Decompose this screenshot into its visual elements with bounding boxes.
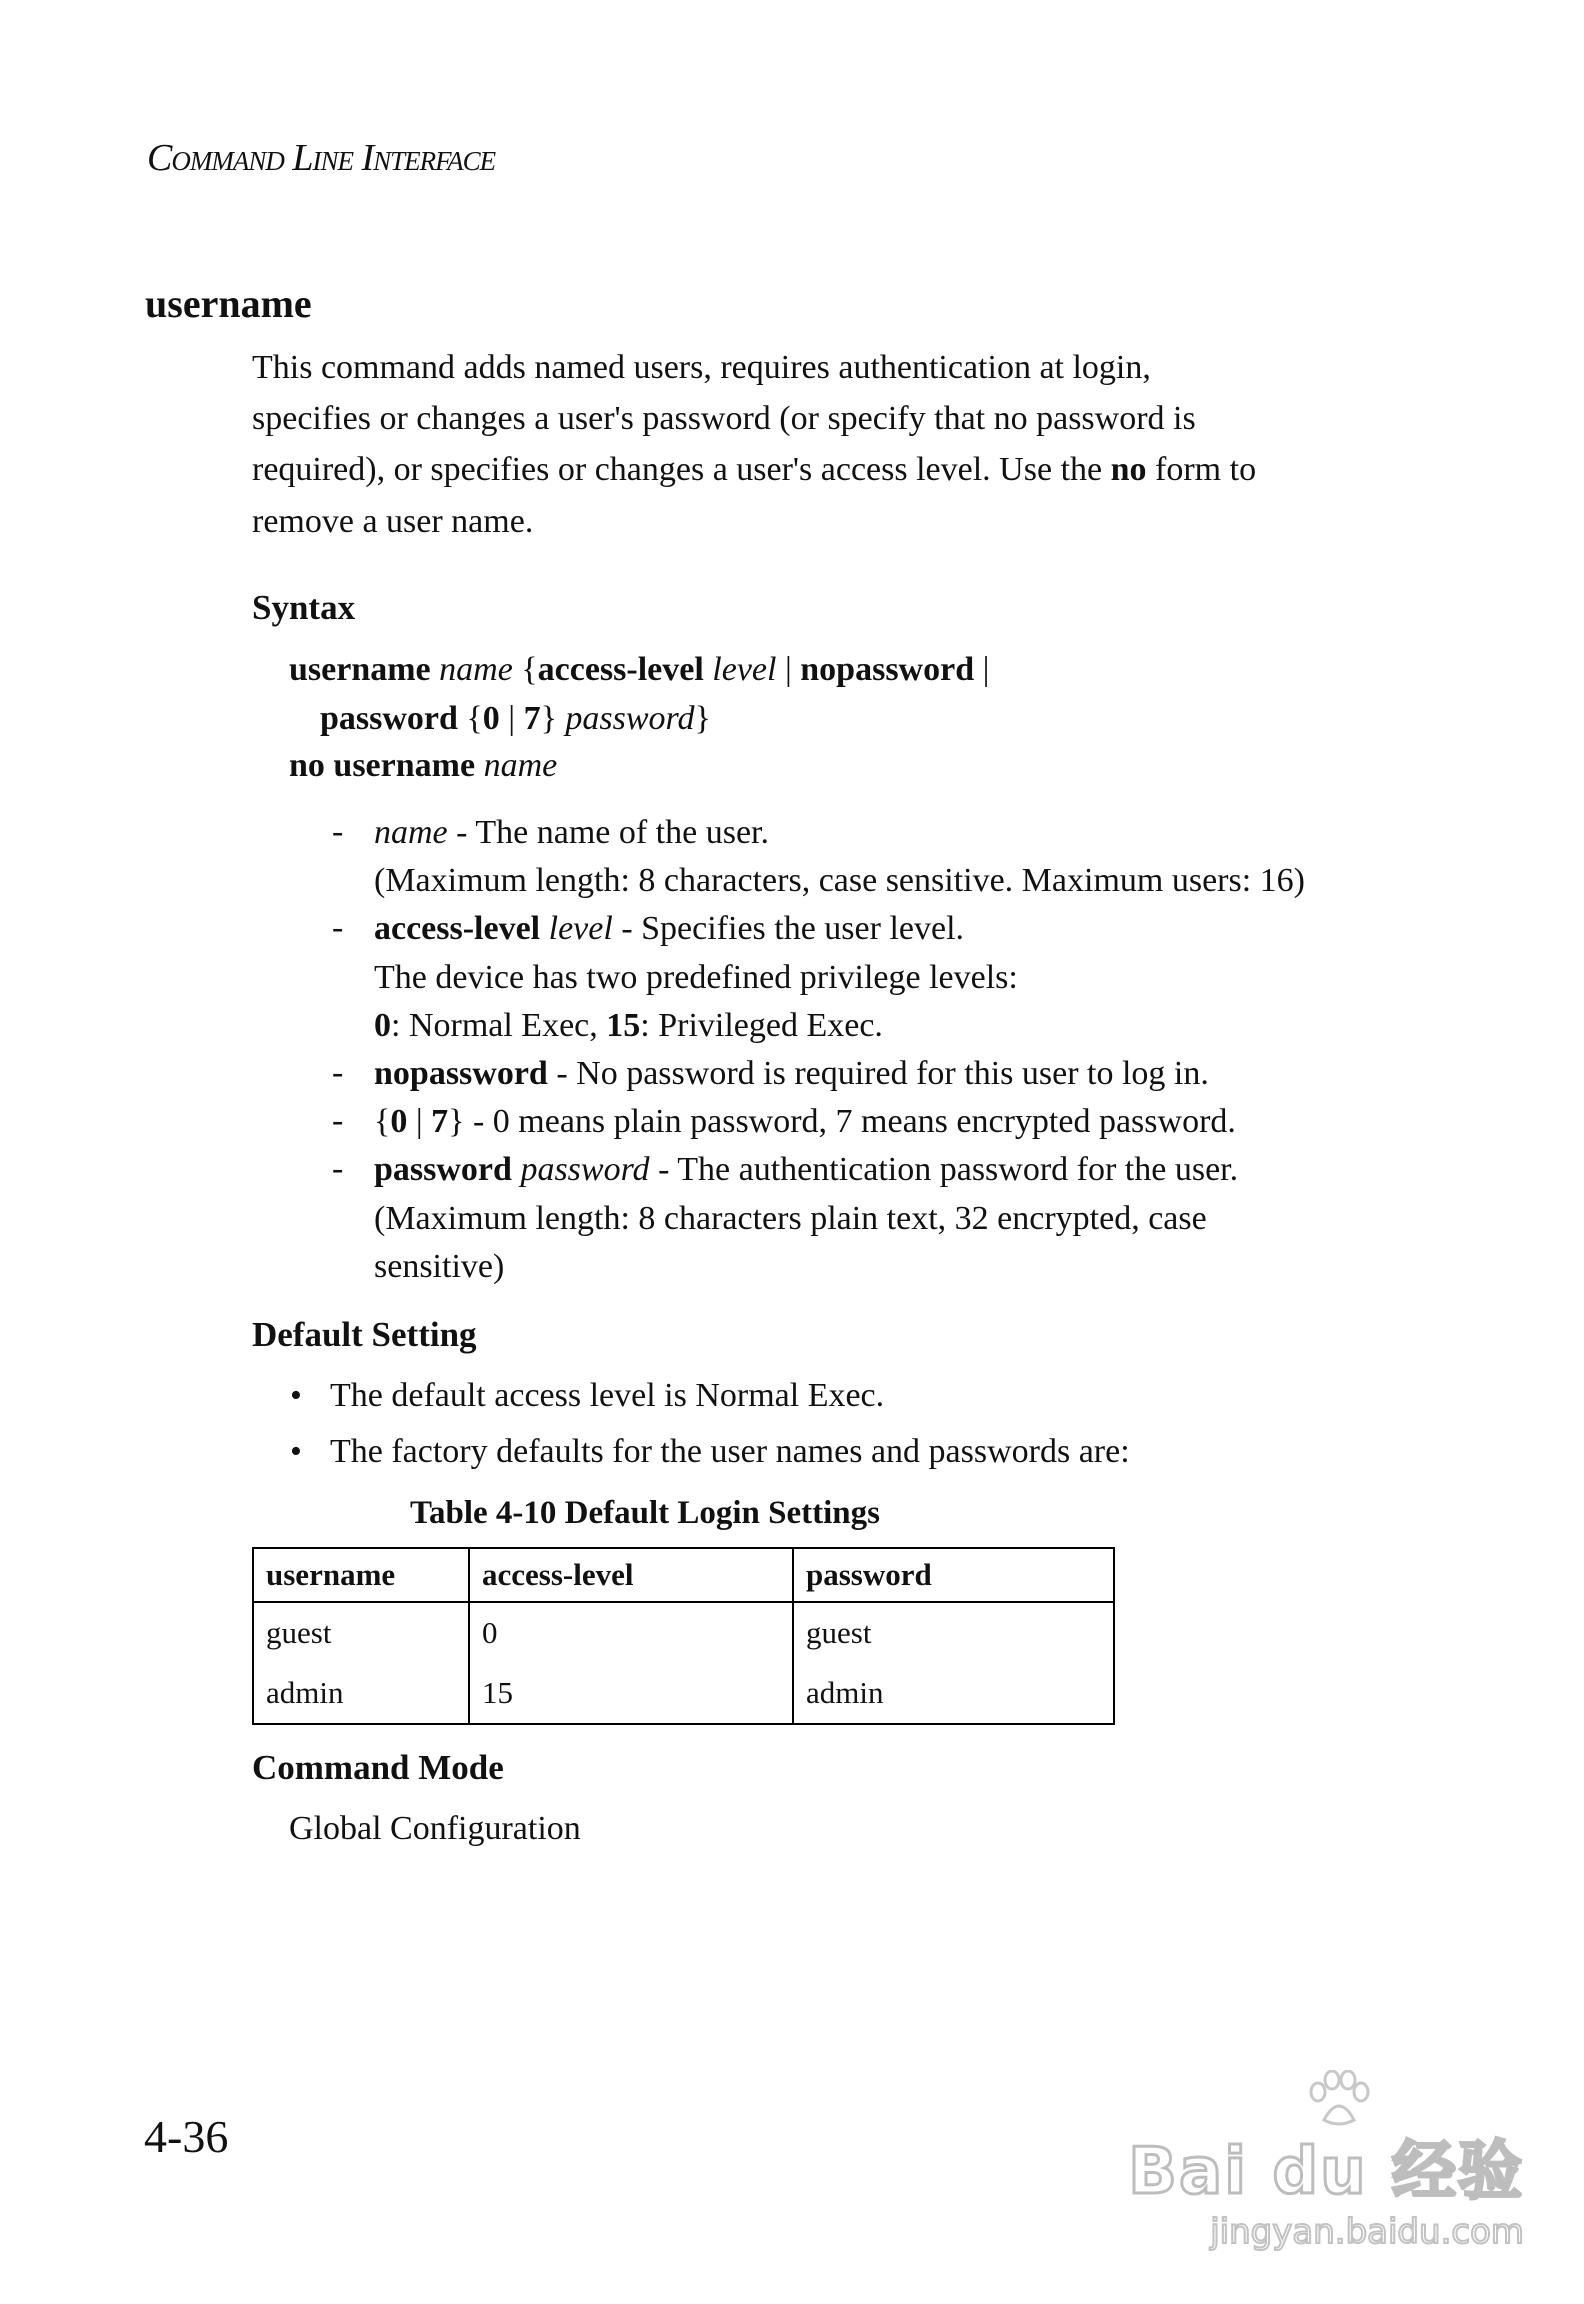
dash-marker: - (332, 813, 344, 850)
text-run: form to (1146, 451, 1257, 488)
text-run: } (540, 700, 566, 737)
table-cell: 15 (469, 1663, 793, 1724)
text-run: password (520, 1151, 650, 1189)
default-login-table (252, 1547, 1115, 1725)
parameter-line (374, 1006, 883, 1046)
parameter-line (374, 1054, 1209, 1094)
text-run: } (694, 700, 711, 737)
bullet-icon: • (290, 1433, 302, 1470)
text-run: access-level (374, 910, 549, 948)
table-cell: guest (806, 1615, 872, 1650)
parameter-line (374, 1102, 1236, 1142)
text-run: level (712, 651, 777, 688)
text-run: This command adds named users, requires authentication at login, (252, 349, 1151, 386)
syntax-line (289, 746, 557, 786)
syntax-line (320, 699, 711, 739)
default-setting-heading: Default Setting (252, 1315, 477, 1354)
syntax-heading: Syntax (252, 588, 356, 627)
bullet-icon: • (290, 1377, 302, 1414)
dash-marker: - (332, 909, 344, 947)
table-row (253, 1663, 1114, 1724)
text-run: 0 (390, 1103, 408, 1141)
text-run: password (565, 700, 695, 737)
default-setting-item: The factory defaults for the user names and passwords are: (330, 1433, 1130, 1470)
description-line (252, 399, 1196, 439)
description-line (252, 348, 1151, 388)
table-row (253, 1602, 1114, 1663)
text-run: no (1110, 451, 1147, 488)
parameter-line (374, 958, 1018, 998)
text-run: required), or specifies or changes a user's access level. Use the (252, 451, 1111, 488)
watermark-brand: Bai du 经验 (1128, 2135, 1524, 2209)
text-run: no username (289, 747, 484, 784)
watermark-url: jingyan.baidu.com (1210, 2212, 1524, 2252)
page-number: 4-36 (144, 2111, 229, 2162)
text-run: username (289, 651, 440, 688)
column-header: password (793, 1548, 1114, 1602)
text-run: 0 (374, 1006, 391, 1044)
text-run: The device has two predefined privilege levels: (374, 958, 1018, 996)
table-cell: guest (253, 1602, 469, 1663)
text-run: : Normal Exec, (391, 1006, 607, 1044)
dash-marker: - (332, 1102, 344, 1140)
text-run: { (374, 1103, 391, 1141)
command-mode-heading: Command Mode (252, 1748, 504, 1787)
text-run: (Maximum length: 8 characters plain text, 32 encrypted, case (374, 1199, 1207, 1237)
text-run: } - 0 means plain password, 7 means encrypted password. (448, 1103, 1236, 1141)
text-run: nopassword (374, 1055, 548, 1092)
text-run: name (439, 651, 513, 688)
table-cell: admin (806, 1675, 884, 1710)
parameter-line (374, 909, 964, 949)
default-setting-item: The default access level is Normal Exec. (330, 1377, 885, 1414)
parameter-line (374, 1247, 504, 1287)
text-run: (Maximum length: 8 characters, case sensitive. Maximum users: 16) (374, 862, 1305, 900)
parameter-line (374, 813, 769, 853)
text-run: { (466, 700, 483, 737)
syntax-line (289, 650, 989, 690)
text-run: - The authentication password for the user. (649, 1151, 1239, 1189)
text-run: - Specifies the user level. (612, 910, 965, 948)
text-run: nopassword (800, 651, 975, 688)
text-run: | (974, 651, 990, 688)
parameter-line (374, 1199, 1207, 1239)
text-run: level (548, 910, 613, 948)
text-run: name (483, 747, 558, 784)
text-run: - No password is required for this user to log in. (547, 1055, 1209, 1092)
description-line (252, 450, 1256, 490)
baidu-watermark-logo (1084, 2070, 1524, 2252)
text-run: | (499, 700, 524, 737)
column-header: access-level (469, 1548, 793, 1602)
description-line (252, 502, 533, 542)
table-header-row (253, 1548, 1114, 1602)
running-header: Command Line Interface (147, 137, 496, 179)
text-run: password (374, 1151, 521, 1189)
text-run: name (374, 814, 448, 851)
table-cell: admin (253, 1663, 469, 1724)
text-run: password (320, 700, 467, 737)
text-run: 0 (482, 700, 500, 737)
parameter-line (374, 861, 1305, 901)
text-run: : Privileged Exec. (640, 1006, 883, 1044)
text-run: 7 (431, 1103, 449, 1141)
text-run: 7 (523, 700, 541, 737)
text-run: sensitive) (374, 1247, 505, 1285)
dash-marker: - (332, 1150, 344, 1188)
text-run: specifies or changes a user's password (or specify that no password is (252, 400, 1196, 437)
text-run: access-level (537, 651, 713, 688)
text-run: | (407, 1103, 432, 1141)
text-run: | (776, 651, 801, 688)
parameter-line (374, 1150, 1238, 1190)
command-title: username (145, 281, 312, 326)
table-caption: Table 4-10 Default Login Settings (410, 1495, 880, 1531)
text-run: { (512, 651, 538, 688)
text-run: remove a user name. (252, 503, 534, 540)
paw-icon (1304, 2070, 1374, 2130)
column-header: username (253, 1548, 469, 1602)
command-mode-value: Global Configuration (289, 1810, 581, 1847)
text-run: 15 (606, 1006, 641, 1044)
dash-marker: - (332, 1054, 344, 1091)
text-run: - The name of the user. (447, 814, 769, 851)
table-cell: 0 (469, 1602, 793, 1663)
